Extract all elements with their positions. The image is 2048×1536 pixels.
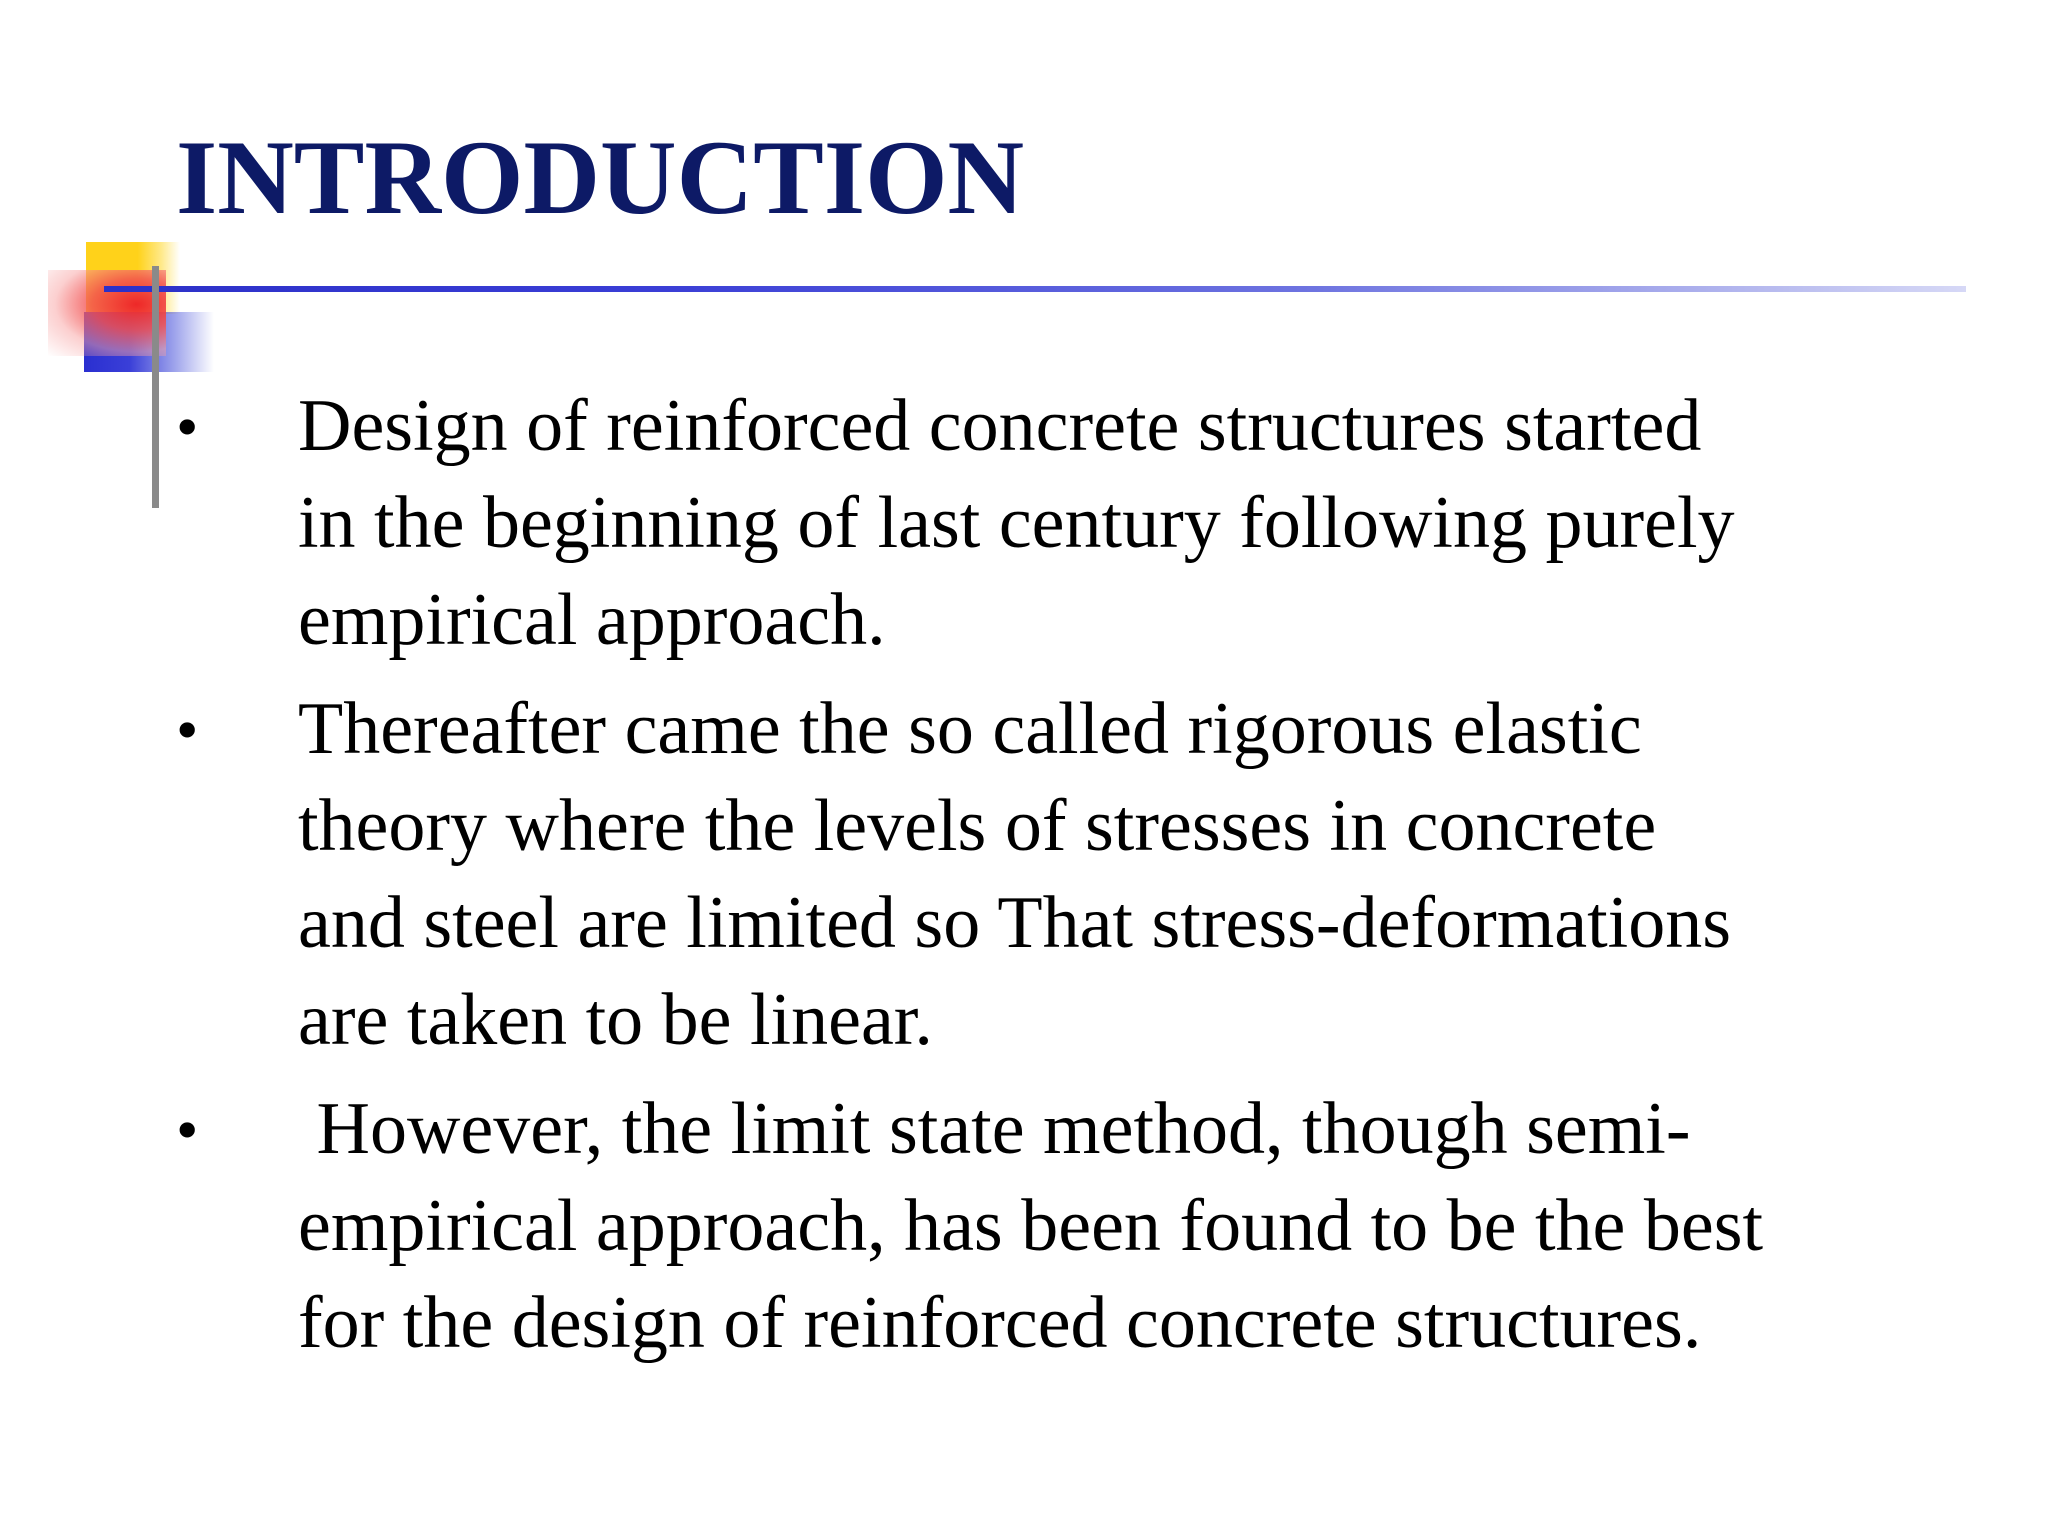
bullet-text — [298, 378, 1936, 669]
title-underline-rule — [104, 286, 1966, 292]
bullet-text — [298, 681, 1936, 1069]
bullet-item — [176, 378, 1936, 669]
bullet-line: are taken to be linear. — [298, 979, 933, 1061]
bullet-line: for the design of reinforced concrete structures. — [298, 1282, 1702, 1364]
bullet-line: empirical approach, has been found to be the best — [298, 1185, 1764, 1267]
accent-red-glow — [48, 270, 166, 356]
bullet-list — [176, 378, 1936, 1384]
accent-vertical-bar — [152, 266, 159, 508]
bullet-icon: • — [176, 391, 199, 462]
bullet-icon: • — [176, 694, 199, 765]
bullet-item — [176, 681, 1936, 1069]
bullet-line: Thereafter came the so called rigorous elastic — [298, 688, 1642, 770]
bullet-item — [176, 1081, 1936, 1372]
bullet-line: However, the limit state method, though semi- — [298, 1088, 1691, 1170]
bullet-line: Design of reinforced concrete structures started — [298, 385, 1702, 467]
bullet-icon: • — [176, 1094, 199, 1165]
bullet-text — [298, 1081, 1936, 1372]
slide-title: INTRODUCTION — [176, 119, 1025, 236]
bullet-line: in the beginning of last century following purely — [298, 482, 1735, 564]
bullet-line: theory where the levels of stresses in concrete — [298, 785, 1657, 867]
bullet-line: and steel are limited so That stress-deformations — [298, 882, 1732, 964]
bullet-line: empirical approach. — [298, 579, 886, 661]
